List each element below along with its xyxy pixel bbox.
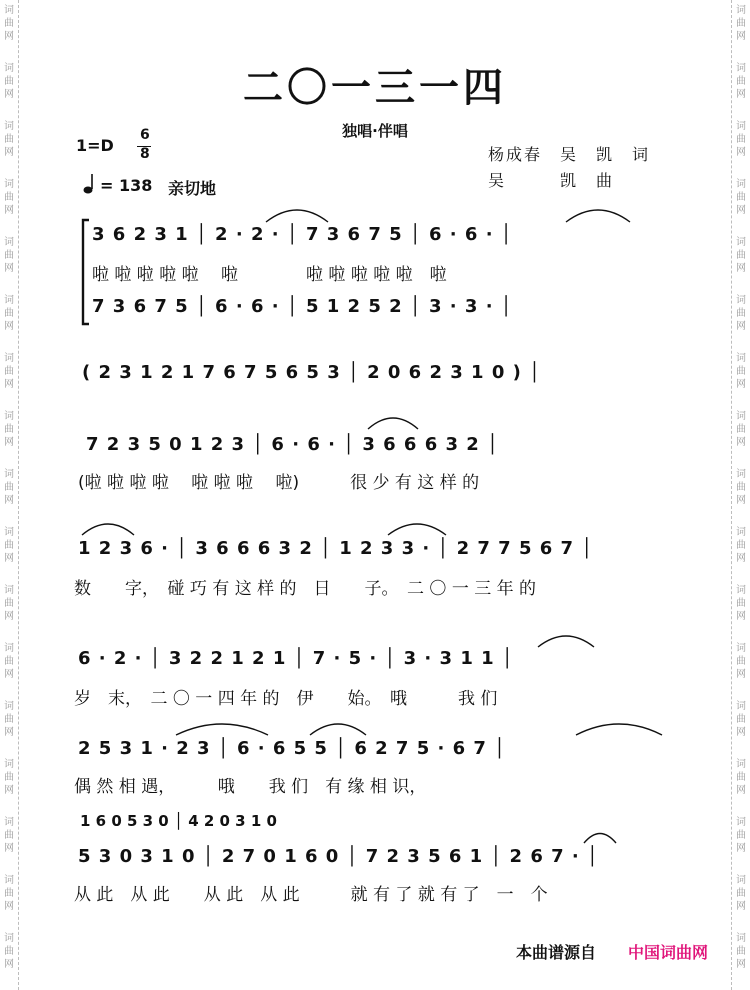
lyric-line: 偶 然 相 遇， 哦 我 们 有 缘 相 识，: [74, 777, 427, 797]
watermark-text: 词 曲 网: [736, 353, 746, 390]
watermark-text: 词 曲 网: [4, 63, 14, 100]
notation-line: 1 2 3 6 · │ 3 6 6 6 3 2 │ 1 2 3 3 · │ 2 7 7 5 6 7 │: [78, 538, 594, 559]
slur-arc: [78, 516, 138, 538]
watermark-text: 词 曲 网: [4, 411, 14, 448]
watermark-text: 词 曲 网: [4, 933, 14, 970]
watermark-text: 词 曲 网: [736, 817, 746, 854]
watermark-text: 词 曲 网: [736, 933, 746, 970]
meter-denominator: 8: [140, 146, 150, 162]
tie-arc: [364, 410, 422, 432]
song-title: 二〇一三一四: [243, 65, 507, 111]
lyric-line: (啦 啦 啦 啦 啦 啦 啦 啦) 很 少 有 这 样 的: [78, 473, 480, 493]
interlude-notation: ( 2 3 1 2 1 7 6 7 5 6 5 3 │ 2 0 6 2 3 1 0 ) │: [82, 362, 541, 383]
notation-line-lower: 5 3 0 3 1 0 │ 2 7 0 1 6 0 │ 7 2 3 5 6 1 │ 2 6 7 · │: [78, 846, 599, 867]
lyric-line: 从 此 从 此 从 此 从 此 就 有 了 就 有 了 一 个: [74, 885, 548, 905]
watermark-text: 词 曲 网: [4, 701, 14, 738]
system-bracket: [78, 218, 92, 326]
notation-line-lower: 7 3 6 7 5 │ 6 · 6 · │ 5 1 2 5 2 │ 3 · 3 · │: [92, 296, 513, 317]
key-signature: 1=D: [76, 136, 114, 155]
watermark-text: 词 曲 网: [4, 5, 14, 42]
watermark-text: 词 曲 网: [736, 643, 746, 680]
watermark-text: 词 曲 网: [4, 527, 14, 564]
tie-arc: [580, 826, 620, 846]
lyric-line: 啦 啦 啦 啦 啦 啦 啦 啦 啦 啦 啦 啦: [92, 265, 447, 285]
tempo-value: = 138: [100, 176, 153, 195]
watermark-text: 词 曲 网: [736, 469, 746, 506]
watermark-text: 词 曲 网: [736, 5, 746, 42]
lyricist-credit: 杨成春 吴 凯 词: [488, 145, 651, 164]
watermark-text: 词 曲 网: [736, 527, 746, 564]
watermark-text: 词 曲 网: [736, 295, 746, 332]
lyric-line: 岁 末， 二 〇 一 四 年 的 伊 始。 哦 我 们: [74, 689, 498, 709]
watermark-text: 词 曲 网: [736, 63, 746, 100]
watermark-text: 词 曲 网: [4, 121, 14, 158]
watermark-text: 词 曲 网: [4, 875, 14, 912]
right-margin-strip: [731, 0, 750, 990]
watermark-text: 词 曲 网: [4, 585, 14, 622]
tie-arc: [262, 202, 332, 226]
notation-line-upper: 3 6 2 3 1 │ 2 · 2 · │ 7 3 6 7 5 │ 6 · 6 · │: [92, 224, 513, 245]
watermark-text: 词 曲 网: [4, 295, 14, 332]
watermark-text: 词 曲 网: [736, 237, 746, 274]
watermark-text: 词 曲 网: [4, 817, 14, 854]
notation-line: 7 2 3 5 0 1 2 3 │ 6 · 6 · │ 3 6 6 6 3 2 │: [86, 434, 499, 455]
tie-arc: [534, 628, 598, 650]
source-label: 本曲谱源自: [516, 943, 597, 962]
watermark-text: 词 曲 网: [736, 411, 746, 448]
watermark-text: 词 曲 网: [4, 353, 14, 390]
notation-line: 6 · 2 · │ 3 2 2 1 2 1 │ 7 · 5 · │ 3 · 3 1 1 │: [78, 648, 514, 669]
meter-numerator: 6: [140, 127, 150, 143]
watermark-text: 词 曲 网: [4, 237, 14, 274]
watermark-text: 词 曲 网: [736, 179, 746, 216]
notation-line: 2 5 3 1 · 2 3 │ 6 · 6 5 5 │ 6 2 7 5 · 6 7 │: [78, 738, 507, 759]
slur-arc: [572, 716, 666, 738]
source-site-name: 中国词曲网: [628, 943, 709, 962]
watermark-text: 词 曲 网: [4, 469, 14, 506]
watermark-text: 词 曲 网: [736, 585, 746, 622]
tempo-marking: 亲切地: [168, 179, 217, 198]
slur-arc: [384, 516, 450, 538]
performance-style: 独唱·伴唱: [342, 122, 408, 140]
watermark-text: 词 曲 网: [736, 759, 746, 796]
watermark-text: 词 曲 网: [736, 875, 746, 912]
watermark-text: 词 曲 网: [736, 121, 746, 158]
tie-arc: [306, 716, 370, 738]
notation-line-upper: 1 6 0 5 3 0 │ 4 2 0 3 1 0: [80, 812, 277, 830]
lyric-line: 数 字， 碰 巧 有 这 样 的 日 子。 二 〇 一 三 年 的: [74, 579, 537, 599]
left-margin-strip: [0, 0, 19, 990]
watermark-text: 词 曲 网: [4, 759, 14, 796]
quarter-note-icon: [82, 172, 96, 196]
watermark-text: 词 曲 网: [4, 643, 14, 680]
composer-credit: 吴 凯 曲: [488, 171, 615, 190]
slur-arc: [172, 716, 272, 738]
watermark-text: 词 曲 网: [736, 701, 746, 738]
watermark-text: 词 曲 网: [4, 179, 14, 216]
tie-arc: [562, 202, 634, 226]
